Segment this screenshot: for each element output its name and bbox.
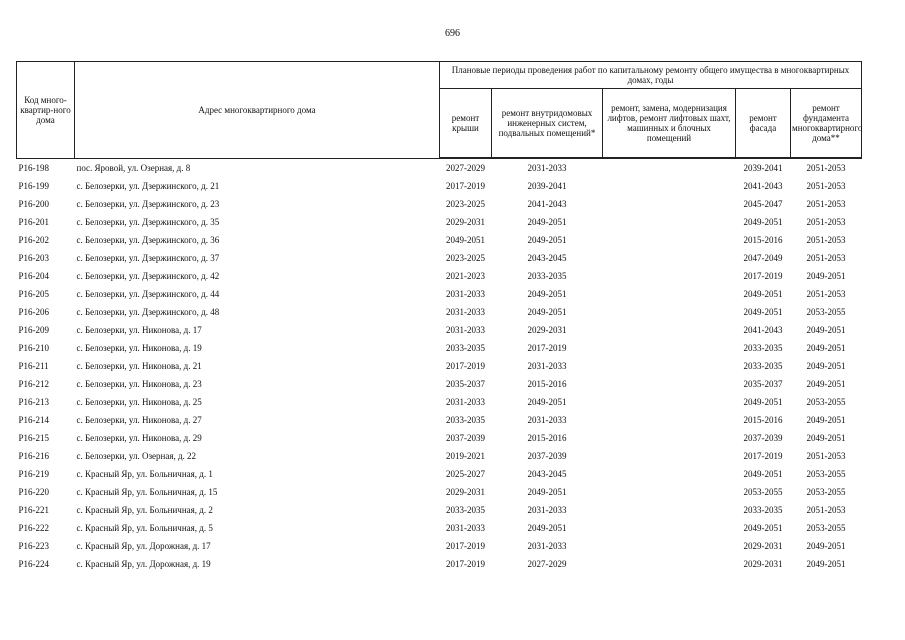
- repair-schedule-table: [16, 61, 862, 573]
- cell-systems: 2039-2041: [527, 181, 567, 191]
- cell-roof: 2025-2027: [446, 469, 485, 479]
- cell-facade: 2045-2047: [743, 199, 783, 209]
- cell-facade: 2033-2035: [743, 343, 783, 353]
- cell-elevators: [603, 357, 736, 375]
- cell-roof: 2037-2039: [446, 433, 485, 443]
- cell-facade: 2029-2031: [743, 559, 783, 569]
- cell-roof: 2017-2019: [446, 559, 485, 569]
- cell-roof: 2017-2019: [446, 361, 485, 371]
- cell-code: Р16-205: [18, 289, 50, 299]
- cell-foundation: 2049-2051: [806, 361, 846, 371]
- cell-facade: 2017-2019: [743, 451, 783, 461]
- cell-systems: 2049-2051: [527, 397, 567, 407]
- table-row: [17, 285, 862, 303]
- table-row: [17, 231, 862, 249]
- cell-foundation: 2051-2053: [806, 163, 846, 173]
- cell-facade: 2017-2019: [743, 271, 783, 281]
- cell-facade: 2049-2051: [743, 307, 783, 317]
- cell-elevators: [603, 321, 736, 339]
- cell-elevators: [603, 483, 736, 501]
- cell-address: с. Белозерки, ул. Никонова, д. 19: [76, 343, 202, 353]
- cell-elevators: [603, 393, 736, 411]
- cell-code: Р16-210: [18, 343, 50, 353]
- table-row: [17, 447, 862, 465]
- cell-systems: 2031-2033: [527, 541, 567, 551]
- cell-code: Р16-216: [18, 451, 50, 461]
- cell-roof: 2031-2033: [446, 397, 485, 407]
- cell-address: с. Белозерки, ул. Никонова, д. 17: [76, 325, 202, 335]
- cell-foundation: 2049-2051: [806, 379, 846, 389]
- table-row: [17, 429, 862, 447]
- cell-facade: 2049-2051: [743, 217, 783, 227]
- cell-foundation: 2049-2051: [806, 559, 846, 569]
- cell-systems: 2027-2029: [527, 559, 567, 569]
- cell-systems: 2049-2051: [527, 523, 567, 533]
- header-roof: ремонт крыши: [440, 89, 492, 159]
- cell-systems: 2015-2016: [527, 433, 567, 443]
- cell-address: с. Красный Яр, ул. Больничная, д. 5: [76, 523, 213, 533]
- table-row: [17, 375, 862, 393]
- cell-elevators: [603, 195, 736, 213]
- cell-systems: 2049-2051: [527, 289, 567, 299]
- header-foundation: ремонт фундамента многоквартирного дома**: [791, 89, 862, 159]
- cell-foundation: 2051-2053: [806, 217, 846, 227]
- cell-facade: 2015-2016: [743, 415, 783, 425]
- cell-facade: 2049-2051: [743, 469, 783, 479]
- cell-elevators: [603, 285, 736, 303]
- cell-address: с. Белозерки, ул. Дзержинского, д. 36: [76, 235, 220, 245]
- cell-foundation: 2051-2053: [806, 253, 846, 263]
- table-row: [17, 249, 862, 267]
- cell-roof: 2031-2033: [446, 325, 485, 335]
- cell-elevators: [603, 555, 736, 573]
- cell-code: Р16-203: [18, 253, 50, 263]
- table-row: [17, 483, 862, 501]
- cell-code: Р16-198: [18, 162, 50, 173]
- cell-code: Р16-221: [18, 505, 50, 515]
- cell-elevators: [603, 411, 736, 429]
- cell-address: с. Белозерки, ул. Никонова, д. 21: [76, 361, 202, 371]
- cell-roof: 2031-2033: [446, 523, 485, 533]
- cell-address: с. Красный Яр, ул. Больничная, д. 1: [76, 469, 213, 479]
- cell-address: с. Красный Яр, ул. Больничная, д. 2: [76, 505, 213, 515]
- cell-facade: 2039-2041: [743, 163, 783, 173]
- cell-elevators: [603, 537, 736, 555]
- table-row: [17, 501, 862, 519]
- cell-foundation: 2053-2055: [806, 523, 846, 533]
- cell-code: Р16-206: [18, 307, 50, 317]
- cell-address: с. Белозерки, ул. Дзержинского, д. 48: [76, 307, 220, 317]
- cell-facade: 2041-2043: [743, 181, 783, 191]
- cell-foundation: 2049-2051: [806, 541, 846, 551]
- cell-address: с. Белозерки, ул. Никонова, д. 29: [76, 433, 202, 443]
- cell-foundation: 2049-2051: [806, 433, 846, 443]
- table-row: [17, 357, 862, 375]
- cell-roof: 2019-2021: [446, 451, 485, 461]
- cell-address: с. Белозерки, ул. Дзержинского, д. 42: [76, 271, 220, 281]
- cell-address: с. Красный Яр, ул. Дорожная, д. 17: [76, 541, 211, 551]
- cell-systems: 2031-2033: [527, 361, 567, 371]
- cell-facade: 2049-2051: [743, 523, 783, 533]
- cell-facade: 2041-2043: [743, 325, 783, 335]
- table-row: [17, 303, 862, 321]
- cell-facade: 2033-2035: [743, 361, 783, 371]
- cell-foundation: 2053-2055: [806, 487, 846, 497]
- cell-facade: 2033-2035: [743, 505, 783, 515]
- cell-foundation: 2049-2051: [806, 343, 846, 353]
- cell-code: Р16-202: [18, 235, 50, 245]
- cell-systems: 2015-2016: [527, 379, 567, 389]
- page-number: 696: [445, 28, 460, 39]
- cell-elevators: [603, 447, 736, 465]
- cell-elevators: [603, 519, 736, 537]
- cell-foundation: 2051-2053: [806, 289, 846, 299]
- cell-elevators: [603, 249, 736, 267]
- cell-roof: 2021-2023: [446, 271, 485, 281]
- table-row: [17, 537, 862, 555]
- cell-foundation: 2053-2055: [806, 397, 846, 407]
- cell-systems: 2049-2051: [527, 307, 567, 317]
- table-row: [17, 321, 862, 339]
- table-row: [17, 213, 862, 231]
- cell-systems: 2037-2039: [527, 451, 567, 461]
- cell-facade: 2029-2031: [743, 541, 783, 551]
- cell-foundation: 2051-2053: [806, 505, 846, 515]
- cell-address: с. Белозерки, ул. Никонова, д. 23: [76, 379, 202, 389]
- cell-code: Р16-212: [18, 379, 50, 389]
- table-row: [17, 411, 862, 429]
- table-row: [17, 267, 862, 285]
- table-row: [17, 177, 862, 195]
- cell-address: с. Белозерки, ул. Дзержинского, д. 21: [76, 181, 220, 191]
- header-elevators: ремонт, замена, модернизация лифтов, ремонт лифтовых шахт, машинных и блочных помещений: [603, 89, 736, 159]
- cell-address: с. Белозерки, ул. Дзержинского, д. 23: [76, 199, 220, 209]
- cell-code: Р16-201: [18, 217, 50, 227]
- cell-elevators: [603, 231, 736, 249]
- cell-roof: 2017-2019: [446, 181, 485, 191]
- cell-address: с. Белозерки, ул. Дзержинского, д. 35: [76, 217, 220, 227]
- header-code: Код много-квартир-ного дома: [17, 62, 75, 159]
- cell-systems: 2029-2031: [527, 325, 567, 335]
- header-systems: ремонт внутридомовых инженерных систем, подвальных помещений*: [492, 89, 603, 159]
- cell-elevators: [603, 465, 736, 483]
- cell-roof: 2027-2029: [446, 163, 485, 173]
- cell-roof: 2033-2035: [446, 343, 485, 353]
- cell-code: Р16-209: [18, 325, 50, 335]
- cell-code: Р16-214: [18, 415, 50, 425]
- cell-elevators: [603, 267, 736, 285]
- cell-address: с. Белозерки, ул. Озерная, д. 22: [76, 451, 197, 461]
- cell-elevators: [603, 375, 736, 393]
- cell-foundation: 2051-2053: [806, 181, 846, 191]
- cell-foundation: 2053-2055: [806, 469, 846, 479]
- header-planned-periods: Плановые периоды проведения работ по капитальному ремонту общего имущества в многоквартирных домах, годы: [440, 62, 862, 89]
- cell-code: Р16-215: [18, 433, 50, 443]
- cell-systems: 2043-2045: [527, 469, 567, 479]
- cell-elevators: [603, 213, 736, 231]
- header-address: Адрес многоквартирного дома: [75, 62, 440, 159]
- cell-roof: 2017-2019: [446, 541, 485, 551]
- cell-foundation: 2049-2051: [806, 271, 846, 281]
- table-row: [17, 555, 862, 573]
- cell-code: Р16-219: [18, 469, 50, 479]
- cell-code: Р16-204: [18, 271, 50, 281]
- cell-code: Р16-220: [18, 487, 50, 497]
- cell-elevators: [603, 339, 736, 357]
- cell-address: с. Красный Яр, ул. Дорожная, д. 19: [76, 559, 211, 569]
- cell-address: с. Белозерки, ул. Никонова, д. 25: [76, 397, 202, 407]
- table-row: [17, 393, 862, 411]
- table-row: [17, 339, 862, 357]
- cell-facade: 2047-2049: [743, 253, 783, 263]
- cell-address: с. Красный Яр, ул. Больничная, д. 15: [76, 487, 218, 497]
- cell-systems: 2017-2019: [527, 343, 567, 353]
- table-row: [17, 519, 862, 537]
- table-row: [17, 158, 862, 177]
- cell-facade: 2035-2037: [743, 379, 783, 389]
- cell-foundation: 2049-2051: [806, 325, 846, 335]
- cell-systems: 2041-2043: [527, 199, 567, 209]
- cell-elevators: [603, 303, 736, 321]
- cell-elevators: [603, 429, 736, 447]
- cell-code: Р16-199: [18, 181, 50, 191]
- cell-foundation: 2049-2051: [806, 415, 846, 425]
- cell-roof: 2031-2033: [446, 307, 485, 317]
- table-header: [17, 62, 862, 159]
- cell-systems: 2049-2051: [527, 235, 567, 245]
- cell-systems: 2043-2045: [527, 253, 567, 263]
- cell-foundation: 2051-2053: [806, 235, 846, 245]
- cell-foundation: 2051-2053: [806, 199, 846, 209]
- cell-systems: 2049-2051: [527, 217, 567, 227]
- cell-code: Р16-213: [18, 397, 50, 407]
- cell-systems: 2031-2033: [527, 505, 567, 515]
- cell-code: Р16-200: [18, 199, 50, 209]
- header-facade: ремонт фасада: [736, 89, 791, 159]
- cell-roof: 2033-2035: [446, 415, 485, 425]
- cell-systems: 2031-2033: [527, 163, 567, 173]
- cell-roof: 2033-2035: [446, 505, 485, 515]
- cell-roof: 2029-2031: [446, 217, 485, 227]
- cell-foundation: 2053-2055: [806, 307, 846, 317]
- cell-address: с. Белозерки, ул. Дзержинского, д. 37: [76, 253, 220, 263]
- cell-code: Р16-223: [18, 541, 50, 551]
- cell-code: Р16-222: [18, 523, 50, 533]
- cell-systems: 2049-2051: [527, 487, 567, 497]
- cell-facade: 2053-2055: [743, 487, 783, 497]
- cell-roof: 2031-2033: [446, 289, 485, 299]
- cell-roof: 2049-2051: [446, 235, 485, 245]
- cell-address: пос. Яровой, ул. Озерная, д. 8: [76, 162, 191, 173]
- cell-facade: 2015-2016: [743, 235, 783, 245]
- cell-roof: 2029-2031: [446, 487, 485, 497]
- table-row: [17, 465, 862, 483]
- cell-foundation: 2051-2053: [806, 451, 846, 461]
- table-body: [17, 158, 862, 573]
- cell-elevators: [603, 158, 736, 177]
- cell-facade: 2049-2051: [743, 289, 783, 299]
- cell-elevators: [603, 501, 736, 519]
- cell-roof: 2023-2025: [446, 253, 485, 263]
- cell-code: Р16-211: [18, 361, 49, 371]
- cell-address: с. Белозерки, ул. Никонова, д. 27: [76, 415, 202, 425]
- cell-roof: 2035-2037: [446, 379, 485, 389]
- table-row: [17, 195, 862, 213]
- cell-facade: 2037-2039: [743, 433, 783, 443]
- cell-roof: 2023-2025: [446, 199, 485, 209]
- cell-code: Р16-224: [18, 559, 50, 569]
- cell-facade: 2049-2051: [743, 397, 783, 407]
- cell-systems: 2033-2035: [527, 271, 567, 281]
- cell-systems: 2031-2033: [527, 415, 567, 425]
- cell-address: с. Белозерки, ул. Дзержинского, д. 44: [76, 289, 220, 299]
- cell-elevators: [603, 177, 736, 195]
